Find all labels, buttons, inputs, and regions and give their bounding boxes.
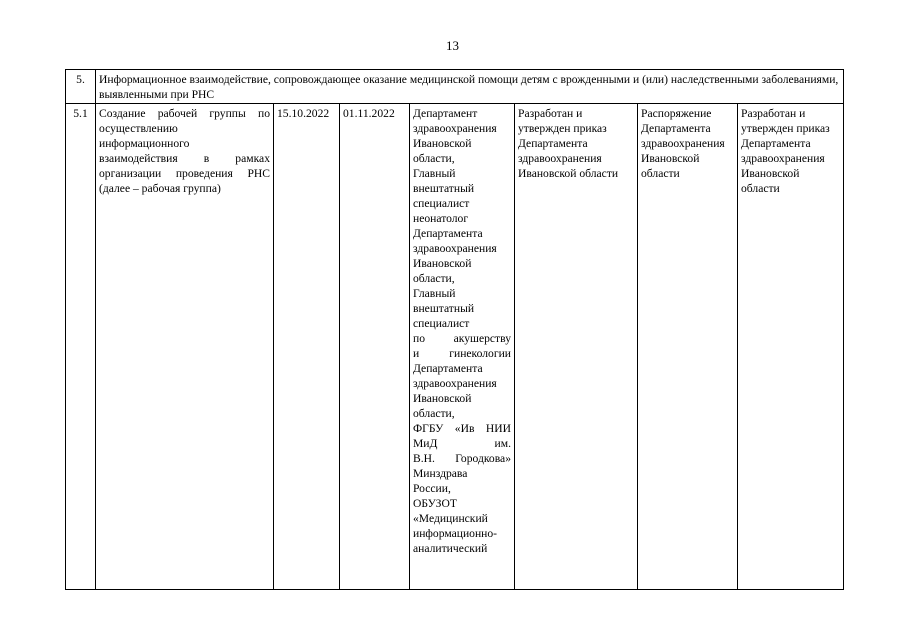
responsible-line: В.Н. Городкова»: [413, 452, 511, 465]
responsible-line: информационно-: [413, 527, 498, 540]
plan-table: [65, 69, 844, 590]
responsible-line: Главный: [413, 287, 456, 300]
responsible-line: здравоохранения: [413, 242, 497, 255]
responsible-line: МиД им.: [413, 437, 511, 450]
end-date-cell: 01.11.2022: [340, 104, 410, 590]
responsible-line: внештатный: [413, 302, 475, 315]
responsible-line: специалист: [413, 197, 470, 210]
responsible-line: здравоохранения: [413, 122, 497, 135]
responsible-line: Главный: [413, 167, 456, 180]
responsible-line: Ивановской: [413, 137, 472, 150]
responsible-line: неонатолог: [413, 212, 469, 225]
row-number: 5.1: [66, 104, 96, 590]
responsible-line: области,: [413, 407, 455, 420]
responsible-line: и гинекологии: [413, 347, 511, 360]
responsible-line: Департамента: [413, 362, 483, 375]
result-cell: Разработан и утвержден приказ Департамента здравоохранения Ивановской области: [515, 104, 638, 590]
section-number: 5.: [66, 70, 96, 104]
responsible-line: аналитический: [413, 542, 488, 555]
table-row: [66, 104, 844, 590]
section-row: [66, 70, 844, 104]
responsible-line: Департамент: [413, 107, 478, 120]
responsible-line: по акушерству: [413, 332, 511, 345]
responsible-line: России,: [413, 482, 451, 495]
responsible-line: ФГБУ «Ив НИИ: [413, 422, 511, 435]
responsible-line: Ивановской: [413, 257, 472, 270]
document-cell: Распоряжение Департамента здравоохранения Ивановской области: [638, 104, 738, 590]
responsible-line: «Медицинский: [413, 512, 488, 525]
page-number: 13: [446, 38, 459, 53]
responsible-line: области,: [413, 152, 455, 165]
responsible-line: Ивановской: [413, 392, 472, 405]
responsible-line: Департамента: [413, 227, 483, 240]
responsible-cell: [410, 104, 515, 590]
responsible-line: специалист: [413, 317, 470, 330]
responsible-line: внештатный: [413, 182, 475, 195]
responsible-line: здравоохранения: [413, 377, 497, 390]
start-date-cell: 15.10.2022: [274, 104, 340, 590]
indicator-cell: Разработан и утвержден приказ Департамента здравоохранения Ивановской области: [738, 104, 844, 590]
responsible-line: ОБУЗОТ: [413, 497, 457, 510]
responsible-line: области,: [413, 272, 455, 285]
responsible-line: Минздрава: [413, 467, 468, 480]
activity-cell: Создание рабочей группы по осуществлению информационного взаимодействия в рамках организации проведения РНС (далее – рабочая группа): [96, 104, 274, 590]
section-title: Информационное взаимодействие, сопровождающее оказание медицинской помощи детям с врожденными и (или) наследственными заболеваниями, выявленными при РНС: [96, 70, 844, 104]
